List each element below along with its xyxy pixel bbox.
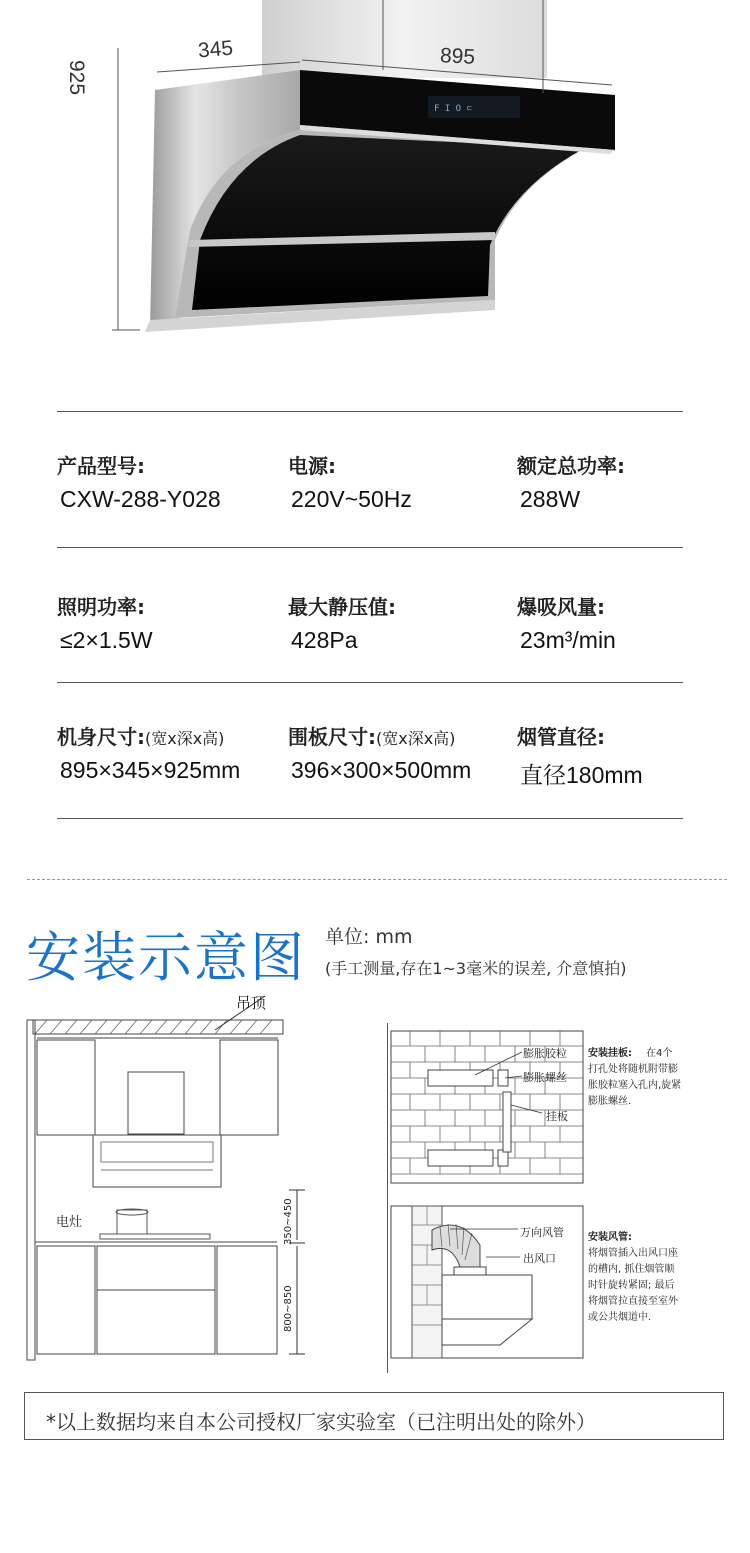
spec-value-static-pressure: 428Pa (291, 627, 358, 653)
spec-label-body-size: 机身尺寸:(宽x深x高) (57, 725, 225, 749)
flex-duct-label: 万向风管 (520, 1226, 564, 1239)
duct-instructions: 安装风管: 将烟管插入出风口座 的槽内, 抓住烟管顺 时针旋转紧固; 最后 将烟管拉直接至室外 或公共烟道中. (588, 1230, 698, 1326)
measurement-note: (手工测量,存在1~3毫米的误差, 介意慎拍) (325, 959, 627, 978)
diagram-separator (387, 1023, 388, 1373)
duct-heading: 安装风管: (588, 1232, 632, 1243)
spec-label-power-supply: 电源: (288, 454, 336, 478)
spec-value-rated-power: 288W (520, 486, 581, 512)
display-icons: F I O ⊂ (434, 104, 472, 114)
expansion-screw-label: 膨胀螺丝 (523, 1071, 567, 1084)
range-hood-illustration (0, 0, 750, 360)
gap-bottom-label: 800~850 (283, 1285, 294, 1332)
width-dimension: 345 (197, 36, 234, 63)
mount-instructions: 安装挂板: 在4个 打孔处将随机附带膨 胀胶粒塞入孔内,旋紧 膨胀螺丝. (588, 1048, 682, 1107)
spec-value-panel-size: 396×300×500mm (291, 757, 472, 783)
spec-value-lighting-power: ≤2×1.5W (60, 627, 153, 653)
height-dimension: 925 (65, 60, 88, 96)
section-divider (27, 879, 727, 880)
spec-label-model: 产品型号: (57, 454, 145, 478)
spec-label-duct-diameter: 烟管直径: (517, 725, 605, 749)
product-image (0, 0, 750, 360)
mount-plate-label: 挂板 (546, 1110, 568, 1123)
spec-label-lighting-power: 照明功率: (57, 595, 145, 619)
ceiling-label: 吊顶 (236, 994, 267, 1012)
spec-label-panel-size: 围板尺寸:(宽x深x高) (288, 725, 456, 749)
spec-value-duct-diameter: 直径180mm (520, 762, 643, 788)
disclaimer-text: *以上数据均来自本公司授权厂家实验室（已注明出处的除外） (46, 1410, 596, 1434)
spec-divider (57, 818, 683, 819)
mount-heading: 安装挂板: (588, 1048, 632, 1059)
depth-dimension: 895 (439, 44, 476, 69)
spec-value-body-size: 895×345×925mm (60, 757, 241, 783)
kitchen-install-diagram (25, 990, 325, 1370)
spec-divider (57, 682, 683, 683)
spec-value-power-supply: 220V~50Hz (291, 486, 412, 512)
spec-label-rated-power: 额定总功率: (517, 454, 625, 478)
gap-top-label: 350~450 (283, 1198, 294, 1245)
install-title: 安装示意图 (26, 926, 306, 989)
spec-label-static-pressure: 最大静压值: (288, 595, 396, 619)
spec-divider (57, 547, 683, 548)
spec-value-model: CXW-288-Y028 (60, 486, 221, 512)
spec-divider (57, 411, 683, 412)
stove-label: 电灶 (56, 1215, 83, 1230)
spec-label-airflow: 爆吸风量: (517, 595, 605, 619)
unit-label: 单位: mm (325, 926, 413, 948)
expansion-plug-label: 膨胀胶粒 (523, 1047, 567, 1060)
spec-value-airflow: 23m³/min (520, 627, 616, 653)
outlet-label: 出风口 (523, 1252, 556, 1265)
